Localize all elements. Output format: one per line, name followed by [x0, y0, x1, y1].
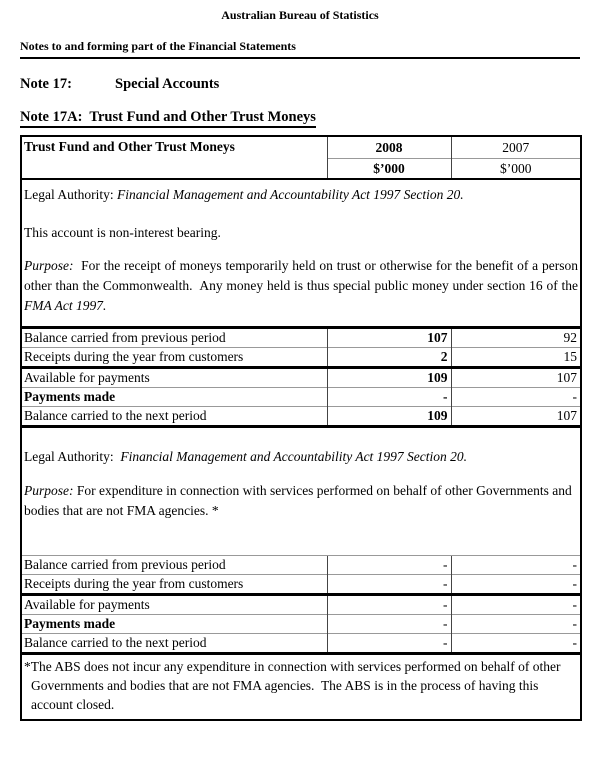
- table-header-row: [21, 136, 581, 159]
- value-2007: 107: [451, 368, 581, 388]
- org-title: Australian Bureau of Statistics: [221, 8, 379, 22]
- value-2008: -: [327, 388, 451, 407]
- row-label: Receipts during the year from customers: [21, 348, 327, 368]
- table-row: [21, 328, 581, 348]
- row-label: Balance carried to the next period: [21, 407, 327, 427]
- table-row: [21, 556, 581, 575]
- value-2007: -: [451, 575, 581, 595]
- table-row: [21, 388, 581, 407]
- value-2008: -: [327, 595, 451, 615]
- value-2007: 15: [451, 348, 581, 368]
- value-2007: 92: [451, 328, 581, 348]
- row-label: Balance carried to the next period: [21, 634, 327, 654]
- purpose-act: FMA Act 1997.: [24, 298, 107, 313]
- value-2008: -: [327, 575, 451, 595]
- legal-authority-act: Financial Management and Accountability Act 1997 Section 20.: [116, 187, 464, 202]
- col-header-2007: 2007: [451, 136, 581, 159]
- legal-authority-label: Legal Authority:: [24, 187, 117, 202]
- value-2008: 107: [327, 328, 451, 348]
- value-2007: -: [451, 388, 581, 407]
- section2-legal-authority: [24, 447, 578, 467]
- value-2008: 109: [327, 368, 451, 388]
- note-17-title: Special Accounts: [115, 76, 220, 92]
- value-2008: -: [327, 634, 451, 654]
- purpose-label: Purpose:: [24, 258, 74, 273]
- value-2008: -: [327, 556, 451, 575]
- value-2008: 2: [327, 348, 451, 368]
- table-row: [21, 348, 581, 368]
- section1-description: [21, 179, 581, 328]
- section2-description: [21, 427, 581, 556]
- note-17-label: Note 17:: [20, 76, 72, 92]
- row-label: Payments made: [21, 615, 327, 634]
- footnote-row: [21, 654, 581, 721]
- row-label: Receipts during the year from customers: [21, 575, 327, 595]
- note-17a-heading: [20, 109, 580, 126]
- legal-authority-label: Legal Authority:: [24, 449, 121, 464]
- purpose-text: For the receipt of moneys temporarily held on trust or otherwise for the benefit of a person other than the Commonwealth. Any money held is thus special public money under section 16 of the: [24, 258, 578, 293]
- row-label: Balance carried from previous period: [21, 556, 327, 575]
- table-row: [21, 634, 581, 654]
- value-2007: -: [451, 615, 581, 634]
- table-row: [21, 615, 581, 634]
- value-2007: 107: [451, 407, 581, 427]
- row-label: Balance carried from previous period: [21, 328, 327, 348]
- row-label: Available for payments: [21, 595, 327, 615]
- table-row: [21, 407, 581, 427]
- section2-purpose: [24, 481, 578, 521]
- unit-2007: $’000: [451, 159, 581, 180]
- table-row: [21, 368, 581, 388]
- value-2007: -: [451, 634, 581, 654]
- unit-2008: $’000: [327, 159, 451, 180]
- section1-legal-authority: [24, 185, 578, 205]
- doc-subtitle: Notes to and forming part of the Financial Statements: [20, 39, 580, 59]
- row-label: Payments made: [21, 388, 327, 407]
- col-header-2008: 2008: [327, 136, 451, 159]
- trust-fund-table: [20, 135, 582, 721]
- section1-purpose: [24, 256, 578, 316]
- value-2008: 109: [327, 407, 451, 427]
- note-17a-title: Note 17A: Trust Fund and Other Trust Moneys: [20, 109, 316, 128]
- note-17-heading: [20, 76, 580, 93]
- purpose-label: Purpose:: [24, 483, 74, 498]
- value-2007: -: [451, 595, 581, 615]
- table-title: Trust Fund and Other Trust Moneys: [24, 139, 235, 154]
- table-row: [21, 575, 581, 595]
- table-row: [21, 595, 581, 615]
- value-2007: -: [451, 556, 581, 575]
- purpose-text: For expenditure in connection with services performed on behalf of other Governments and bodies that are not FMA agencies. *: [24, 483, 572, 518]
- value-2008: -: [327, 615, 451, 634]
- section1-non-interest-note: This account is non-interest bearing.: [24, 225, 221, 240]
- footnote-text: *The ABS does not incur any expenditure in connection with services performed on behalf of other Governments and bodies that are not FMA agencies. The ABS is in the process of having this account closed.: [24, 659, 561, 712]
- legal-authority-act: Financial Management and Accountability Act 1997 Section 20.: [120, 449, 468, 464]
- row-label: Available for payments: [21, 368, 327, 388]
